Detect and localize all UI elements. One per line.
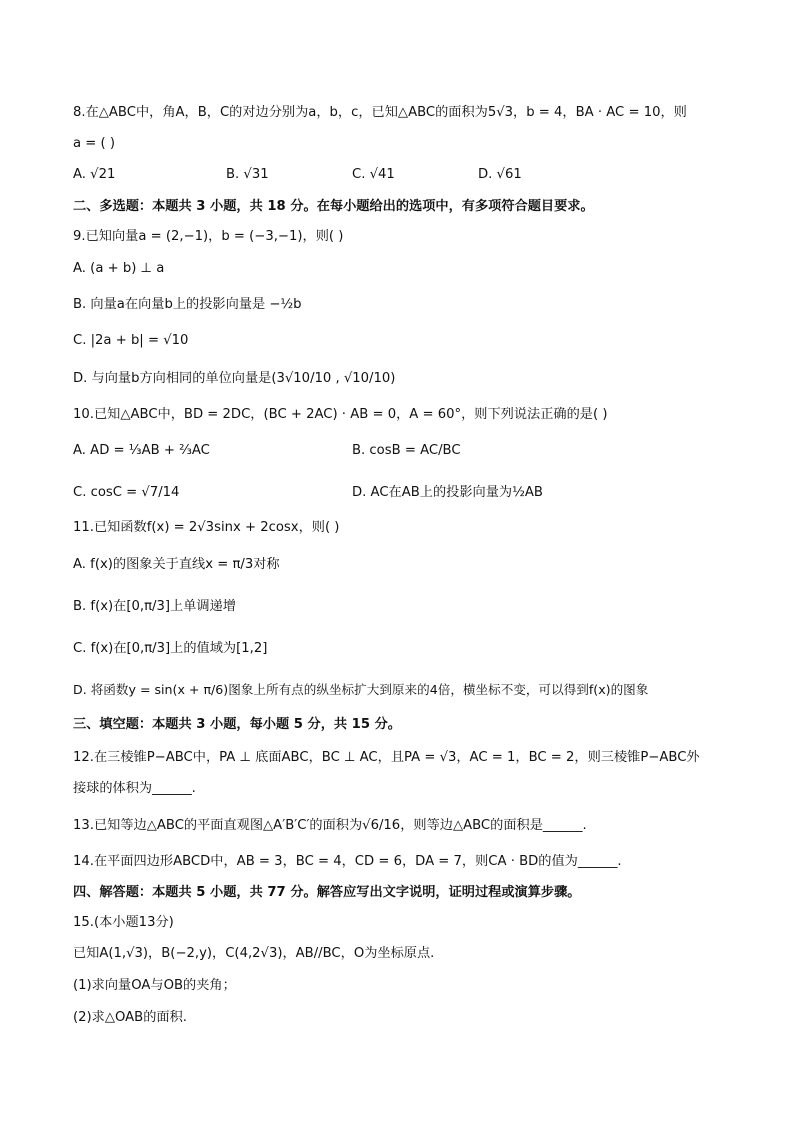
q11-stem: 11.已知函数f(x) = 2√3sinx + 2cosx，则( ): [73, 520, 340, 535]
q13-stem: 13.已知等边△ABC的平面直观图△A′B′C′的面积为√6/16，则等边△ABC的面积是______.: [73, 818, 587, 833]
q11-option-c: C. f(x)在[0,π/3]上的值域为[1,2]: [73, 641, 268, 656]
q15-part1: (1)求向量OA与OB的夹角；: [73, 978, 236, 993]
q8-option-a: A. √21: [73, 167, 116, 182]
q10-stem: 10.已知△ABC中，BD = 2DC，(BC + 2AC) · AB = 0，A = 60°，则下列说法正确的是( ): [73, 407, 608, 422]
section-heading-solutions: 四、解答题：本题共 5 小题，共 77 分。解答应写出文字说明，证明过程或演算步骤。: [73, 885, 581, 900]
q9-option-b: B. 向量a在向量b上的投影向量是 −½b: [73, 297, 302, 312]
q8-option-c: C. √41: [352, 167, 395, 182]
q14-stem: 14.在平面四边形ABCD中，AB = 3，BC = 4，CD = 6，DA = 7，则CA · BD的值为______.: [73, 854, 622, 869]
q12-line2: 接球的体积为______.: [73, 781, 196, 796]
q9-option-a: A. (a + b) ⊥ a: [73, 261, 165, 276]
q9-option-c: C. |2a + b| = √10: [73, 333, 189, 348]
section-heading-multi-choice: 二、多选题：本题共 3 小题，共 18 分。在每小题给出的选项中，有多项符合题目要求。: [73, 199, 594, 214]
q10-option-c: C. cosC = √7/14: [73, 485, 180, 500]
q15-part2: (2)求△OAB的面积.: [73, 1010, 187, 1025]
q8-stem-line2: a = ( ): [73, 136, 115, 151]
q15-header: 15.(本小题13分): [73, 915, 174, 930]
q8-option-b: B. √31: [226, 167, 269, 182]
q8-stem-line1: 8.在△ABC中，角A，B，C的对边分别为a，b，c，已知△ABC的面积为5√3，b = 4，BA · AC = 10，则: [73, 105, 687, 120]
section-heading-fill-in: 三、填空题：本题共 3 小题，每小题 5 分，共 15 分。: [73, 717, 401, 732]
q15-stem: 已知A(1,√3)，B(−2,y)，C(4,2√3)，AB//BC，O为坐标原点.: [73, 946, 435, 961]
q12-line1: 12.在三棱锥P−ABC中，PA ⊥ 底面ABC，BC ⊥ AC，且PA = √3，AC = 1，BC = 2，则三棱锥P−ABC外: [73, 750, 700, 765]
q9-option-d: D. 与向量b方向相同的单位向量是(3√10/10 , √10/10): [73, 371, 396, 386]
q10-option-a: A. AD = ⅓AB + ⅔AC: [73, 443, 210, 458]
q10-option-d: D. AC在AB上的投影向量为½AB: [352, 485, 543, 500]
q11-option-d: D. 将函数y = sin(x + π/6)图象上所有点的纵坐标扩大到原来的4倍，横坐标不变，可以得到f(x)的图象: [73, 682, 649, 697]
q11-option-b: B. f(x)在[0,π/3]上单调递增: [73, 599, 236, 614]
q8-option-d: D. √61: [478, 167, 522, 182]
q9-stem: 9.已知向量a = (2,−1)，b = (−3,−1)，则( ): [73, 229, 344, 244]
q11-option-a: A. f(x)的图象关于直线x = π/3对称: [73, 557, 280, 572]
q10-option-b: B. cosB = AC/BC: [352, 443, 461, 458]
